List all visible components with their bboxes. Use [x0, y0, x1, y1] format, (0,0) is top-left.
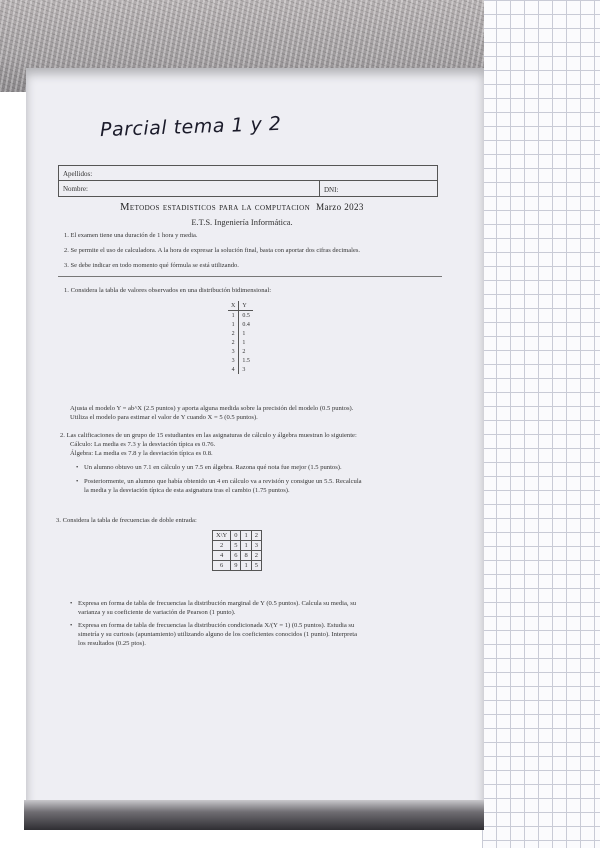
q3-bullet2: • Expresa en forma de tabla de frecuencias la distribución condicionada X/(Y = 1) (0.5 puntos). Estudia su — [78, 621, 354, 630]
table-cell: 2 — [213, 541, 231, 551]
table-cell: 1 — [242, 330, 246, 337]
table-cell: 4 — [228, 365, 239, 374]
instruction-3: 3. Se debe indicar en todo momento qué fórmula se está utilizando. — [64, 262, 239, 269]
table-cell: 6 — [213, 561, 231, 571]
exam-title — [0, 202, 484, 213]
table-cell: 1 — [228, 320, 239, 329]
q1-header-x: X — [228, 301, 239, 311]
q3-bullet1-cont: varianza y su coeficiente de variación de Pearson (1 punto). — [78, 609, 236, 616]
q2-line1: 2. Las calificaciones de un grupo de 15 estudiantes en las asignaturas de cálculo y álgebra muestran lo siguiente: — [60, 432, 357, 439]
q3-bullet2-cont2: los resultados (0.25 ptos). — [78, 640, 146, 647]
q2-bullet2-cont: la media y la desviación típica de esta asignatura tras el cambio (1.75 puntos). — [84, 487, 290, 494]
q3-intro: 3. Considera la tabla de frecuencias de doble entrada: — [56, 517, 197, 524]
table-cell: 2 — [251, 531, 261, 541]
q1-table — [228, 301, 253, 374]
instruction-1: 1. El examen tiene una duración de 1 hora y media. — [64, 232, 198, 239]
table-cell: 2 — [228, 338, 239, 347]
q2-bullet2: • Posteriormente, un alumno que había obtenido un 4 en cálculo va a revisión y consigue un 5.5. Recalcula — [84, 477, 362, 486]
apellidos-label: Apellidos: — [63, 170, 93, 178]
table-cell: 8 — [241, 551, 251, 561]
q1-line1: Ajusta el modelo Y = ab^X (2.5 puntos) y aporta alguna medida sobre la precisión del modelo (0.5 puntos). — [70, 405, 354, 412]
table-cell: 1 — [242, 339, 246, 346]
table-cell: 0 — [231, 531, 241, 541]
table-cell: 2 — [242, 348, 246, 355]
table-cell: 3 — [242, 366, 246, 373]
instruction-2: 2. Se permite el uso de calculadora. A la hora de expresar la solución final, basta con aportar dos cifras decimales. — [64, 247, 361, 254]
table-cell: 1 — [241, 541, 251, 551]
table-cell: 3 — [251, 541, 261, 551]
student-info-box — [58, 165, 438, 197]
q2-line2: Cálculo: La media es 7.3 y la desviación típica es 0.76. — [70, 441, 216, 448]
handwritten-title: Parcial tema 1 y 2 — [99, 112, 282, 142]
table-cell: 1.5 — [242, 357, 250, 364]
table-cell: 1 — [241, 531, 251, 541]
table-cell: 2 — [228, 329, 239, 338]
table-cell: 5 — [231, 541, 241, 551]
table-cell: 0.4 — [242, 321, 250, 328]
table-cell: 1 — [228, 311, 239, 321]
divider — [58, 276, 442, 277]
q3-bullet2-cont1: simetría y su curtosis (apuntamiento) utilizando alguno de los coeficientes conocidos (1 punto). Interpreta — [78, 631, 358, 638]
q1-line2: Utiliza el modelo para estimar el valor de Y cuando X = 5 (0.5 puntos). — [70, 414, 258, 421]
school-name: E.T.S. Ingeniería Informática. — [191, 217, 293, 227]
table-cell: 1 — [241, 561, 251, 571]
table-edge — [24, 800, 484, 830]
table-cell: 6 — [231, 551, 241, 561]
nombre-label: Nombre: — [63, 185, 88, 193]
table-cell: 0.5 — [242, 312, 250, 319]
q1-header-y: Y — [239, 301, 253, 311]
graph-paper-background — [482, 0, 600, 848]
q1-intro: 1. Considera la tabla de valores observados en una distribución bidimensional: — [64, 287, 272, 294]
table-cell: 3 — [228, 347, 239, 356]
q3-frequency-table — [212, 530, 262, 571]
table-cell: X\Y — [213, 531, 231, 541]
table-cell: 4 — [213, 551, 231, 561]
table-cell: 5 — [251, 561, 261, 571]
table-cell: 9 — [231, 561, 241, 571]
dni-label: DNI: — [324, 186, 339, 194]
q2-bullet1: • Un alumno obtuvo un 7.1 en cálculo y un 7.5 en álgebra. Razona qué nota fue mejor (1.5 puntos). — [84, 463, 342, 472]
table-cell: 2 — [251, 551, 261, 561]
q3-bullet1: • Expresa en forma de tabla de frecuencias la distribución marginal de Y (0.5 puntos). Calcula su media, su — [78, 599, 356, 608]
course-name: Metodos estadisticos para la computacion — [120, 202, 311, 213]
q2-line3: Álgebra: La media es 7.8 y la desviación típica es 0.8. — [70, 450, 213, 457]
exam-date: Marzo 2023 — [316, 202, 364, 212]
table-cell: 3 — [228, 356, 239, 365]
